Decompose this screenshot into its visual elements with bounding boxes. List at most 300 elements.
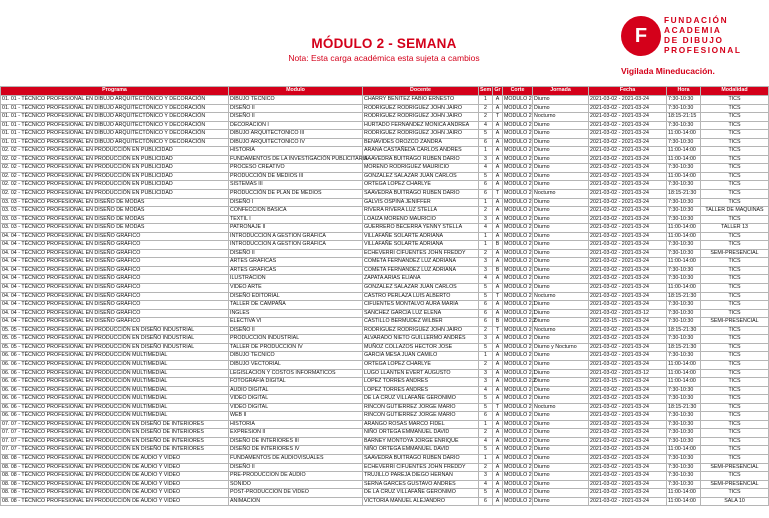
table-cell: DISEÑO I <box>229 198 363 207</box>
table-cell: TICS <box>701 369 769 378</box>
table-cell: A <box>493 301 503 310</box>
table-cell: GONZALEZ SALAZAR JUAN CARLOS <box>363 284 479 293</box>
table-cell: MODULO 2 <box>503 403 533 412</box>
table-cell: ARANA CASTAÑEDA CARLOS ANDRES <box>363 147 479 156</box>
table-cell: 7:30-10:30 <box>667 429 701 438</box>
table-cell: TICS <box>701 301 769 310</box>
table-cell: MODULO 2 <box>503 258 533 267</box>
logo-mark-icon: F <box>621 16 661 56</box>
table-cell: 2021-03-02 - 2021-03-24 <box>589 454 667 463</box>
table-cell: TICS <box>701 275 769 284</box>
table-cell: A <box>493 480 503 489</box>
table-row <box>1 429 769 438</box>
table-cell: B <box>493 318 503 327</box>
table-cell: MODULO 2 <box>503 395 533 404</box>
table-cell: 7:30-10:30 <box>667 198 701 207</box>
table-cell: 2021-03-02 - 2021-03-24 <box>589 249 667 258</box>
table-cell: MODULO 2 <box>503 420 533 429</box>
table-cell: Diurno <box>533 437 589 446</box>
table-cell: 01. 01 - TÉCNICO PROFESIONAL EN DIBUJO ARQUITECTÓNICO Y DECORACIÓN <box>1 138 229 147</box>
table-cell: ILUSTRACION <box>229 275 363 284</box>
table-cell: 4 <box>479 386 493 395</box>
table-cell: GARCIA MESA JUAN CAMILO <box>363 352 479 361</box>
table-cell: 06. 06 - TÉCNICO PROFESIONAL EN PRODUCCIÓN MULTIMEDIAL <box>1 386 229 395</box>
table-cell: TICS <box>701 130 769 139</box>
table-cell: 6 <box>479 190 493 199</box>
table-cell: A <box>493 369 503 378</box>
logo-name <box>664 15 742 55</box>
table-cell: COMETA FERNANDEZ LUZ ADRIANA <box>363 266 479 275</box>
table-cell: 2021-03-02 - 2021-03-24 <box>589 232 667 241</box>
logo-line: DE DIBUJO <box>664 35 724 45</box>
table-cell: 11:00-14:00 <box>667 232 701 241</box>
table-cell: 18:15-21:15 <box>667 113 701 122</box>
table-cell: DISEÑO II <box>229 113 363 122</box>
table-cell: MODULO 2.2 <box>503 378 533 387</box>
table-cell: SAAVEDRA BUITRAGO RUBEN DARIO <box>363 454 479 463</box>
table-cell: 7:30-10:30 <box>667 207 701 216</box>
table-cell: 1 <box>479 147 493 156</box>
table-cell: A <box>493 164 503 173</box>
table-cell: ZAPATA ARIAS ELIANA <box>363 275 479 284</box>
table-cell: A <box>493 360 503 369</box>
table-cell: 2 <box>479 113 493 122</box>
table-cell: TICS <box>701 232 769 241</box>
table-cell: TICS <box>701 352 769 361</box>
table-cell: SAAVEDRA BUITRAGO RUBEN DARIO <box>363 190 479 199</box>
table-cell: MODULO 2 <box>503 96 533 105</box>
table-cell: 7:30-10:30 <box>667 266 701 275</box>
table-cell: 11:00-14:00 <box>667 446 701 455</box>
table-cell: A <box>493 104 503 113</box>
page-header <box>0 0 768 84</box>
column-header: Docente <box>363 87 479 96</box>
table-cell: Diurno <box>533 352 589 361</box>
table-row <box>1 497 769 506</box>
table-cell: EXPRESION II <box>229 429 363 438</box>
table-cell: FUNDAMENTOS DE LA INVESTIGACIÓN PUBLICITARIA <box>229 155 363 164</box>
table-cell: Diurno <box>533 446 589 455</box>
table-cell: 7:30-10:30 <box>667 352 701 361</box>
table-row <box>1 232 769 241</box>
table-cell: Diurno <box>533 121 589 130</box>
table-cell: TICS <box>701 164 769 173</box>
table-cell: 7:30-10:30 <box>667 420 701 429</box>
table-row <box>1 369 769 378</box>
table-cell: Nocturno <box>533 326 589 335</box>
table-cell: 04. 04 - TÉCNICO PROFESIONAL EN DISEÑO GRÁFICO <box>1 284 229 293</box>
table-cell: Diurno <box>533 412 589 421</box>
table-cell: Diurno <box>533 147 589 156</box>
table-cell: RODRIGUEZ RODRIGUEZ JOHN JAIRO <box>363 130 479 139</box>
table-cell: 03. 03 - TÉCNICO PROFESIONAL EN DISEÑO DE MODAS <box>1 224 229 233</box>
table-cell: TALLER DE CAMPAÑA <box>229 301 363 310</box>
table-cell: BENAVIDES OROZCO ZANDRA <box>363 138 479 147</box>
table-row <box>1 181 769 190</box>
table-cell: MODULO 2 <box>503 266 533 275</box>
table-cell: 06. 06 - TÉCNICO PROFESIONAL EN PRODUCCIÓN MULTIMEDIAL <box>1 403 229 412</box>
table-row <box>1 480 769 489</box>
column-header: Sem <box>479 87 493 96</box>
table-cell: 18:15-21:30 <box>667 326 701 335</box>
table-cell: Diurno <box>533 224 589 233</box>
table-cell: Nocturno <box>533 403 589 412</box>
table-cell: TICS <box>701 395 769 404</box>
table-cell: 2021-03-02 - 2021-03-12 <box>589 369 667 378</box>
table-cell: CHARRY BENITEZ FABIO ERNESTO <box>363 96 479 105</box>
table-cell: 07. 07 - TÉCNICO PROFESIONAL EN PRODUCCIÓN EN DISEÑO DE INTERIORES <box>1 429 229 438</box>
table-cell: 7:30-10:30 <box>667 121 701 130</box>
table-cell: CASTILLO BERMUDEZ WILBER <box>363 318 479 327</box>
table-cell: SEMI-PRESENCIAL <box>701 318 769 327</box>
table-cell: 02. 02 - TÉCNICO PROFESIONAL EN PRODUCCIÓN EN PUBLICIDAD <box>1 172 229 181</box>
table-cell: 04. 04 - TÉCNICO PROFESIONAL EN DISEÑO GRÁFICO <box>1 309 229 318</box>
table-cell: TICS <box>701 326 769 335</box>
table-cell: MODULO 2 <box>503 489 533 498</box>
table-cell: RIVERA RIVERA LUZ STELLA <box>363 207 479 216</box>
table-cell: MODULO 2 <box>503 249 533 258</box>
column-header: Fecha <box>589 87 667 96</box>
table-cell: 05. 05 - TÉCNICO PROFESIONAL EN PRODUCCIÓN EN DISEÑO INDUSTRIAL <box>1 326 229 335</box>
table-cell: 06. 06 - TÉCNICO PROFESIONAL EN PRODUCCIÓN MULTIMEDIAL <box>1 360 229 369</box>
table-cell: TICS <box>701 215 769 224</box>
table-row <box>1 318 769 327</box>
table-cell: 7:30-10:30 <box>667 181 701 190</box>
table-cell: TICS <box>701 266 769 275</box>
table-cell: ELECTIVA VI <box>229 318 363 327</box>
table-cell: SEMI-PRESENCIAL <box>701 480 769 489</box>
table-cell: MODULO 2 <box>503 463 533 472</box>
table-cell: 02. 02 - TÉCNICO PROFESIONAL EN PRODUCCIÓN EN PUBLICIDAD <box>1 164 229 173</box>
table-cell: LEGISLACION Y COSTOS INFORMATICOS <box>229 369 363 378</box>
table-cell: 1 <box>479 352 493 361</box>
table-cell: 2021-03-02 - 2021-03-24 <box>589 480 667 489</box>
table-cell: Diurno <box>533 181 589 190</box>
table-cell: MODULO 2 <box>503 497 533 506</box>
table-cell: Diurno <box>533 172 589 181</box>
table-cell: GONZALEZ SALAZAR JUAN CARLOS <box>363 172 479 181</box>
table-row <box>1 309 769 318</box>
table-cell: A <box>493 472 503 481</box>
table-cell: Diurno <box>533 215 589 224</box>
table-cell: 7:30-10:30 <box>667 241 701 250</box>
table-cell: A <box>493 378 503 387</box>
table-cell: MODULO 2 <box>503 224 533 233</box>
table-cell: MODULO 2 <box>503 147 533 156</box>
table-cell: Diurno <box>533 463 589 472</box>
table-cell: NIÑO ORTEGA EMMANUEL DAVID <box>363 446 479 455</box>
table-cell: ALVARADO NIETO GUILLERMO ANDRÉS <box>363 335 479 344</box>
table-cell: 11:00-14:00 <box>667 489 701 498</box>
table-cell: Diurno <box>533 301 589 310</box>
table-cell: COMETA FERNANDEZ LUZ ADRIANA <box>363 258 479 267</box>
column-header: Jornada <box>533 87 589 96</box>
table-row <box>1 454 769 463</box>
table-cell: MODULO 2 <box>503 412 533 421</box>
table-cell: 2021-03-02 - 2021-03-24 <box>589 147 667 156</box>
table-cell: 4 <box>479 437 493 446</box>
table-cell: MODULO 2 <box>503 198 533 207</box>
table-row <box>1 164 769 173</box>
table-cell: DISEÑO II <box>229 326 363 335</box>
table-cell: MODULO 2 <box>503 113 533 122</box>
table-cell: A <box>493 352 503 361</box>
table-cell: MODULO 2 <box>503 335 533 344</box>
table-cell: TICS <box>701 454 769 463</box>
table-cell: RODRIGUEZ RODRIGUEZ JOHN JAIRO <box>363 326 479 335</box>
table-cell: SEMI-PRESENCIAL <box>701 249 769 258</box>
table-cell: DISEÑO II <box>229 104 363 113</box>
table-cell: 2021-03-02 - 2021-03-24 <box>589 386 667 395</box>
table-cell: 2021-03-02 - 2021-03-24 <box>589 420 667 429</box>
table-cell: A <box>493 420 503 429</box>
table-cell: 3 <box>479 378 493 387</box>
table-cell: MODULO 2 <box>503 326 533 335</box>
table-cell: DECORACION I <box>229 121 363 130</box>
table-cell: Diurno <box>533 130 589 139</box>
table-cell: TICS <box>701 104 769 113</box>
table-row <box>1 420 769 429</box>
table-cell: TICS <box>701 96 769 105</box>
table-cell: TICS <box>701 472 769 481</box>
table-cell: A <box>493 497 503 506</box>
table-cell: MODULO 2 <box>503 155 533 164</box>
table-cell: TEXTIL I <box>229 215 363 224</box>
schedule-table <box>0 86 769 506</box>
table-cell: 1 <box>479 241 493 250</box>
table-cell: Diurno <box>533 258 589 267</box>
table-cell: 18:15-21:30 <box>667 403 701 412</box>
table-cell: 7:30-10:30 <box>667 215 701 224</box>
table-cell: 7:30-10:30 <box>667 318 701 327</box>
table-cell: 5 <box>479 446 493 455</box>
table-cell: 5 <box>479 395 493 404</box>
table-cell: Diurno <box>533 454 589 463</box>
table-cell: 2 <box>479 429 493 438</box>
table-cell: 1 <box>479 454 493 463</box>
column-header: Modulo <box>229 87 363 96</box>
table-cell: TICS <box>701 360 769 369</box>
table-cell: 5 <box>479 343 493 352</box>
table-cell: TALLER DE PRODUCCION IV <box>229 343 363 352</box>
table-cell: 2021-03-02 - 2021-03-24 <box>589 437 667 446</box>
table-cell: T <box>493 326 503 335</box>
table-header-row <box>1 87 769 96</box>
table-cell: Diurno <box>533 249 589 258</box>
table-cell: 2021-03-02 - 2021-03-24 <box>589 463 667 472</box>
table-cell: DISEÑO DE INTERIORES IV <box>229 446 363 455</box>
column-header: Corte <box>503 87 533 96</box>
table-cell: 2021-03-02 - 2021-03-24 <box>589 412 667 421</box>
table-cell: MORENO RODRIGUEZ MAURICIO <box>363 164 479 173</box>
table-cell: RODRIGUEZ RODRIGUEZ JOHN JAIRO <box>363 104 479 113</box>
table-cell: A <box>493 207 503 216</box>
table-cell: TICS <box>701 241 769 250</box>
table-row <box>1 360 769 369</box>
table-cell: 6 <box>479 181 493 190</box>
table-cell: 2021-03-02 - 2021-03-24 <box>589 335 667 344</box>
table-cell: MODULO 2 <box>503 130 533 139</box>
table-cell: 6 <box>479 497 493 506</box>
table-cell: A <box>493 138 503 147</box>
table-cell: 2021-03-02 - 2021-03-24 <box>589 472 667 481</box>
table-cell: CONFECCION BASICA <box>229 207 363 216</box>
table-cell: 06. 06 - TÉCNICO PROFESIONAL EN PRODUCCIÓN MULTIMEDIAL <box>1 378 229 387</box>
table-row <box>1 386 769 395</box>
table-row <box>1 241 769 250</box>
table-cell: 6 <box>479 301 493 310</box>
table-row <box>1 104 769 113</box>
table-row <box>1 138 769 147</box>
table-cell: RINCON GUTIERREZ JORGE MARIO <box>363 412 479 421</box>
table-cell: 2 <box>479 104 493 113</box>
table-cell: DE LA CRUZ VILLAFAÑE GERONIMO <box>363 395 479 404</box>
table-cell: TICS <box>701 489 769 498</box>
table-cell: MODULO 2 <box>503 104 533 113</box>
table-cell: A <box>493 275 503 284</box>
table-cell: AUDIO DIGITAL <box>229 386 363 395</box>
table-cell: INTRODUCCION A GESTION GRAFICA <box>229 232 363 241</box>
table-cell: 2021-03-02 - 2021-03-24 <box>589 284 667 293</box>
logo-line: PROFESIONAL <box>664 45 742 55</box>
table-cell: 3 <box>479 472 493 481</box>
table-cell: 7:30-10:30 <box>667 275 701 284</box>
table-cell: Nocturno <box>533 190 589 199</box>
table-cell: A <box>493 395 503 404</box>
table-cell: RODRIGUEZ RODRIGUEZ JOHN JAIRO <box>363 113 479 122</box>
table-cell: Diurno <box>533 480 589 489</box>
table-cell: MODULO 2 <box>503 121 533 130</box>
logo-tagline: Vigilada Mineducación. <box>621 66 715 76</box>
table-cell: PRE-PRODUCCION DE AUDIO <box>229 472 363 481</box>
table-cell: 7:30-10:30 <box>667 412 701 421</box>
table-cell: 04. 04 - TÉCNICO PROFESIONAL EN DISEÑO GRÁFICO <box>1 275 229 284</box>
table-cell: ANIMACION <box>229 497 363 506</box>
table-cell: 2021-03-02 - 2021-03-24 <box>589 113 667 122</box>
table-cell: 11:00-14:00 <box>667 378 701 387</box>
table-cell: 02. 02 - TÉCNICO PROFESIONAL EN PRODUCCIÓN EN PUBLICIDAD <box>1 147 229 156</box>
table-cell: MODULO 2 <box>503 352 533 361</box>
table-cell: 08. 08 - TÉCNICO PROFESIONAL EN PRODUCCIÓN DE AUDIO Y VIDEO <box>1 463 229 472</box>
table-cell: GUERRERO BECERRA YENNY STELLA <box>363 224 479 233</box>
table-cell: Diurno <box>533 96 589 105</box>
table-cell: TICS <box>701 378 769 387</box>
table-cell: A <box>493 429 503 438</box>
table-cell: CASTRO PERLAZA LUIS ALBERTO <box>363 292 479 301</box>
table-cell: 18:15-21:30 <box>667 190 701 199</box>
table-cell: SONIDO <box>229 480 363 489</box>
table-cell: 06. 06 - TÉCNICO PROFESIONAL EN PRODUCCIÓN MULTIMEDIAL <box>1 412 229 421</box>
table-cell: 18:15-21:30 <box>667 343 701 352</box>
table-cell: 2021-03-02 - 2021-03-24 <box>589 429 667 438</box>
table-cell: 11:00-14:00 <box>667 497 701 506</box>
table-cell: ORTEGA LOPEZ CHARLYE <box>363 360 479 369</box>
table-cell: VIDEO DIGITAL <box>229 395 363 404</box>
table-cell: DIBUJO ARQUITECTONICO IV <box>229 138 363 147</box>
table-cell: 3 <box>479 266 493 275</box>
table-row <box>1 155 769 164</box>
table-cell: MODULO 2 <box>503 207 533 216</box>
table-cell: Diurno <box>533 472 589 481</box>
table-cell: T <box>493 190 503 199</box>
table-cell: TICS <box>701 437 769 446</box>
table-cell: A <box>493 489 503 498</box>
table-cell: TICS <box>701 172 769 181</box>
table-cell: 2021-03-02 - 2021-03-24 <box>589 96 667 105</box>
table-cell: ARTES GRAFICAS <box>229 266 363 275</box>
table-cell: Diurno <box>533 429 589 438</box>
table-cell: WEB II <box>229 412 363 421</box>
institution-logo <box>621 14 761 84</box>
table-cell: A <box>493 249 503 258</box>
table-cell: 4 <box>479 480 493 489</box>
table-cell: 2 <box>479 207 493 216</box>
table-cell: 11:00-14:00 <box>667 147 701 156</box>
table-row <box>1 352 769 361</box>
table-cell: T <box>493 403 503 412</box>
table-cell: A <box>493 130 503 139</box>
table-row <box>1 266 769 275</box>
table-cell: MODULO 2 <box>503 181 533 190</box>
table-cell: A <box>493 224 503 233</box>
table-row <box>1 190 769 199</box>
table-cell: MODULO 2 <box>503 190 533 199</box>
table-row <box>1 378 769 387</box>
table-cell: HISTORIA <box>229 147 363 156</box>
table-cell: A <box>493 198 503 207</box>
table-cell: A <box>493 172 503 181</box>
table-cell: 05. 05 - TÉCNICO PROFESIONAL EN PRODUCCIÓN EN DISEÑO INDUSTRIAL <box>1 343 229 352</box>
table-cell: 2021-03-02 - 2021-03-24 <box>589 181 667 190</box>
table-cell: VILLAFAÑE SOLARTE ADRIANA <box>363 241 479 250</box>
table-cell: PATRONAJE II <box>229 224 363 233</box>
table-cell: TICS <box>701 121 769 130</box>
table-cell: A <box>493 454 503 463</box>
table-cell: MODULO 2 <box>503 386 533 395</box>
table-cell: 2021-03-02 - 2021-03-24 <box>589 489 667 498</box>
table-cell: INGLES <box>229 309 363 318</box>
table-cell: TICS <box>701 113 769 122</box>
table-row <box>1 121 769 130</box>
table-cell: DE LA CRUZ VILLAFAÑE GERONIMO <box>363 489 479 498</box>
table-cell: A <box>493 284 503 293</box>
table-cell: MODULO 2 <box>503 454 533 463</box>
table-cell: SEMI-PRESENCIAL <box>701 463 769 472</box>
table-cell: 2021-03-02 - 2021-03-24 <box>589 446 667 455</box>
table-cell: A <box>493 412 503 421</box>
table-cell: 2 <box>479 360 493 369</box>
table-cell: VILLAFAÑE SOLARTE ADRIANA <box>363 232 479 241</box>
table-cell: 7:30-10:30 <box>667 472 701 481</box>
table-cell: 2021-03-02 - 2021-03-24 <box>589 155 667 164</box>
table-cell: 1 <box>479 198 493 207</box>
table-cell: 7:30-10:30 <box>667 301 701 310</box>
table-cell: A <box>493 309 503 318</box>
table-cell: Diurno <box>533 360 589 369</box>
table-cell: Diurno <box>533 275 589 284</box>
table-cell: TICS <box>701 181 769 190</box>
page-subtitle: Nota: Esta carga académica esta sujeta a cambios <box>288 53 480 63</box>
table-cell: 2021-03-02 - 2021-03-24 <box>589 241 667 250</box>
table-cell: 2021-03-02 - 2021-03-24 <box>589 104 667 113</box>
table-cell: MODULO 2.1 <box>503 301 533 310</box>
logo-line: FUNDACIÓN <box>664 15 729 25</box>
table-cell: A <box>493 343 503 352</box>
table-cell: MODULO 2 <box>503 480 533 489</box>
table-row <box>1 403 769 412</box>
table-cell: 11:00-14:00 <box>667 130 701 139</box>
column-header: Gr <box>493 87 503 96</box>
